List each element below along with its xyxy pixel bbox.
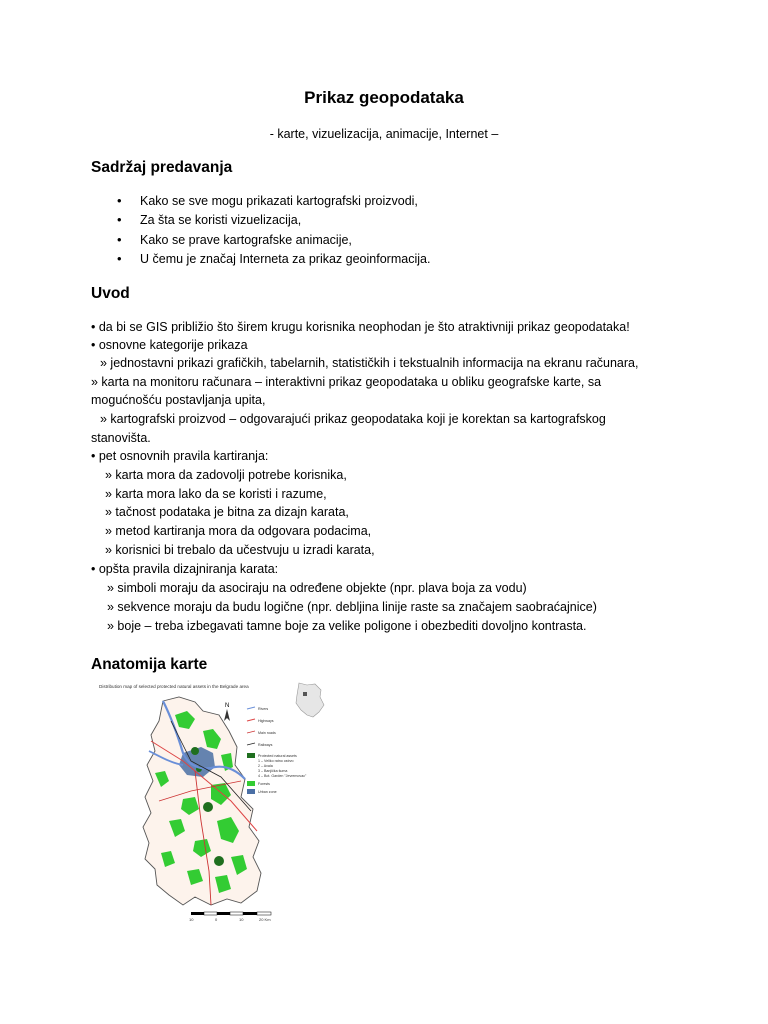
protected-asset [203, 802, 213, 812]
legend-entry: Protected natural assets [258, 754, 297, 758]
intro-line: • opšta pravila dizajniranja karata: [91, 562, 279, 576]
intro-line: • pet osnovnih pravila kartiranja: [91, 449, 269, 463]
scale-label: 10 [239, 917, 244, 922]
intro-line: » jednostavni prikazi grafičkih, tabelarnih, statističkih i tekstualnih informacija na ekranu računara, [100, 356, 639, 370]
contents-item: Kako se prave kartografske animacije, [140, 233, 352, 247]
bullet-icon: • [117, 193, 122, 208]
intro-line: » tačnost podataka je bitna za dizajn karata, [105, 505, 349, 519]
intro-line: » kartografski proizvod – odgovarajući prikaz geopodataka koji je korektan sa kartografskog [100, 412, 606, 426]
intro-line: » karta mora da zadovolji potrebe korisnika, [105, 468, 347, 482]
legend-entry: Urban zone [258, 790, 277, 794]
contents-item: Kako se sve mogu prikazati kartografski proizvodi, [140, 194, 418, 208]
intro-line: » karta mora lako da se koristi i razume, [105, 487, 327, 501]
legend-entry: Main roads [258, 731, 276, 735]
bullet-icon: • [117, 232, 122, 247]
legend-entry: 3 – Banjička šuma [258, 769, 288, 773]
legend-entry: 1 – Veliko ratno ostrvo [258, 759, 294, 763]
legend-entry: Railways [258, 743, 273, 747]
legend-entry: Highways [258, 719, 274, 723]
intro-line: » simboli moraju da asociraju na određene objekte (npr. plava boja za vodu) [107, 581, 527, 595]
scale-label: 10 [189, 917, 194, 922]
intro-line: stanovišta. [91, 431, 151, 445]
map-figure [91, 681, 331, 931]
intro-line: » sekvence moraju da budu logične (npr. debljina linije raste sa značajem saobraćajnice) [107, 600, 597, 614]
map-image [91, 681, 331, 931]
legend-entry: 4 – Bot. Garden "Jevremovac" [258, 774, 307, 778]
scale-label: 0 [215, 917, 218, 922]
legend-entry: 2 – Avala [258, 764, 273, 768]
contents-item: U čemu je značaj Interneta za prikaz geoinformacija. [140, 252, 431, 266]
intro-line: • da bi se GIS približio što širem krugu korisnika neophodan je što atraktivniji prikaz geopodataka! [91, 320, 630, 334]
section-heading-contents: Sadržaj predavanja [91, 159, 233, 176]
protected-asset [214, 856, 224, 866]
intro-line: » boje – treba izbegavati tamne boje za velike poligone i obezbediti dovoljno kontrasta. [107, 619, 587, 633]
intro-line: » karta na monitoru računara – interaktivni prikaz geopodataka u obliku geografske karte, sa [91, 375, 602, 389]
inset-marker [303, 692, 307, 696]
intro-line: • osnovne kategorije prikaza [91, 338, 248, 352]
contents-item: Za šta se koristi vizuelizacija, [140, 213, 302, 227]
bullet-icon: • [117, 251, 122, 266]
section-heading-anatomy: Anatomija karte [91, 656, 208, 673]
legend-protected-swatch [247, 753, 255, 758]
intro-line: » korisnici bi trebalo da učestvuju u izradi karata, [105, 543, 375, 557]
map-title: Distribution map of selected protected natural assets in the Belgrade area [99, 684, 249, 689]
north-label: N [225, 703, 230, 709]
section-heading-intro: Uvod [91, 285, 130, 302]
scale-label: 20 Km [259, 917, 271, 922]
page-title: Prikaz geopodataka [304, 88, 464, 107]
protected-asset [191, 747, 199, 755]
legend-entry: Forests [258, 782, 270, 786]
bullet-icon: • [117, 212, 122, 227]
intro-line: » metod kartiranja mora da odgovara podacima, [105, 524, 372, 538]
page-subtitle: - karte, vizuelizacija, animacije, Internet – [269, 127, 499, 141]
legend-entry: Rivers [258, 707, 269, 711]
legend-urban-swatch [247, 789, 255, 794]
intro-line: mogućnošću postavljanja upita, [91, 393, 266, 407]
legend-forest-swatch [247, 781, 255, 786]
